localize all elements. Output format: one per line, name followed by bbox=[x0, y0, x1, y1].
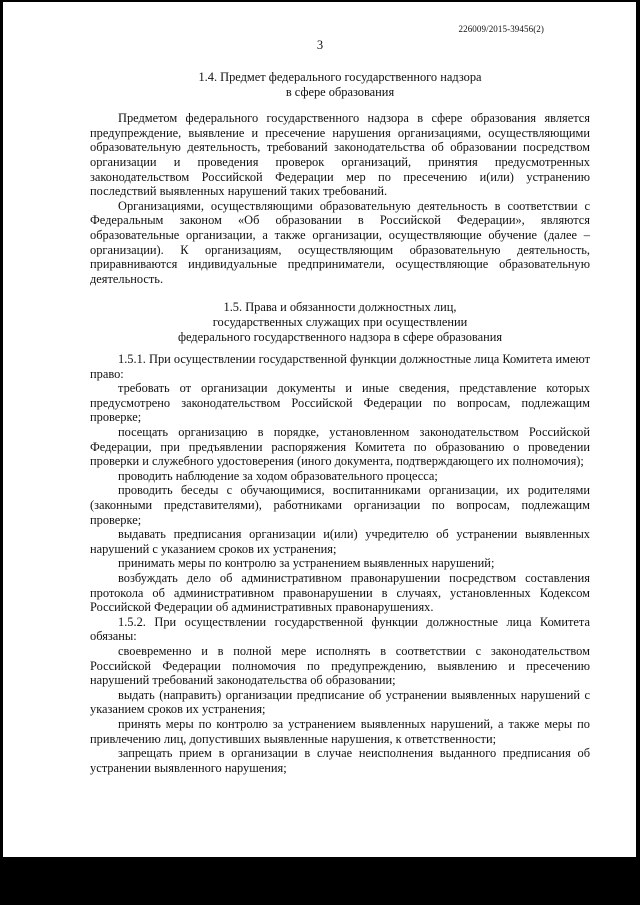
paragraph: посещать организацию в порядке, установленном законодательством Российской Федерации, при предъявлении распоряжения Комитета по образованию о проведении проверки и служебного удостоверения (иного документа, подтверждающего их полномочия); bbox=[90, 425, 590, 469]
paragraph: выдать (направить) организации предписание об устранении выявленных нарушений с указанием сроков их устранения; bbox=[90, 687, 590, 717]
paragraph: своевременно и в полной мере исполнять в соответствии с законодательством Российской Федерации полномочия по предупреждению, выявлению и пресечению нарушений требований законодательства об образовании; bbox=[90, 643, 590, 688]
section-1-4-title-line-2: в сфере образования bbox=[285, 84, 395, 99]
document-number: 226009/2015-39456(2) bbox=[458, 24, 544, 34]
paragraph: запрещать прием в организации в случае неисполнения выданного предписания об устранении выявленного нарушения; bbox=[90, 746, 590, 775]
paragraph: возбуждать дело об административном правонарушении посредством составления протокола об административном правонарушении в случаях, установленных Кодексом Российской Федерации об административных правонарушениях. bbox=[90, 571, 590, 615]
paragraph: 1.5.1. При осуществлении государственной функции должностные лица Комитета имеют право: bbox=[90, 352, 590, 381]
paragraph: выдавать предписания организации и(или) учредителю об устранении выявленных нарушений с указанием сроков их устранения; bbox=[90, 527, 590, 556]
paragraph: Предметом федерального государственного надзора в сфере образования является предупреждение, выявление и пресечение нарушения организациями, осуществляющими образовательную деятельность, требований законодательства об образовании посредством организации и проведения проверок организаций, принятия предусмотренных законодательством Российской Федерации мер по пресечению и(или) устранению последствий выявленных нарушений таких требований. bbox=[90, 111, 590, 199]
paragraph: Организациями, осуществляющими образовательную деятельность в соответствии с Федеральным законом «Об образовании в Российской Федерации», являются образовательные организации, а также организации, осуществляющие обучение (далее – организации). К организациям, осуществляющим образовательную деятельность, приравниваются индивидуальные предприниматели, осуществляющие образовательную деятельность. bbox=[90, 198, 590, 286]
section-1-5-title-line-3: федерального государственного надзора в сфере образования bbox=[177, 329, 503, 344]
section-1-4-title-line-1: 1.4. Предмет федерального государственного надзора bbox=[198, 70, 482, 84]
paragraph: принимать меры по контролю за устранением выявленных нарушений; bbox=[118, 556, 495, 571]
scan-bottom-band bbox=[0, 857, 640, 905]
section-1-5-title-line-2: государственных служащих при осуществлении bbox=[212, 314, 468, 329]
document-body bbox=[90, 70, 590, 775]
page-number: 3 bbox=[316, 38, 324, 52]
paragraph: принять меры по контролю за устранением выявленных нарушений, а также меры по привлечению лиц, допустивших выявленные нарушения, к ответственности; bbox=[90, 716, 590, 746]
paragraph: проводить беседы с обучающимися, воспитанниками организации, их родителями (законными представителями), работниками организации по вопросам, подлежащим проверке; bbox=[90, 483, 590, 527]
paragraph: требовать от организации документы и иные сведения, представление которых предусмотрено законодательством Российской Федерации по вопросам, подлежащим проверке; bbox=[90, 381, 590, 425]
paragraph: проводить наблюдение за ходом образовательного процесса; bbox=[118, 468, 438, 483]
paragraph: 1.5.2. При осуществлении государственной функции должностные лица Комитета обязаны: bbox=[90, 614, 590, 644]
section-1-5-title-line-1: 1.5. Права и обязанности должностных лиц, bbox=[223, 300, 457, 315]
